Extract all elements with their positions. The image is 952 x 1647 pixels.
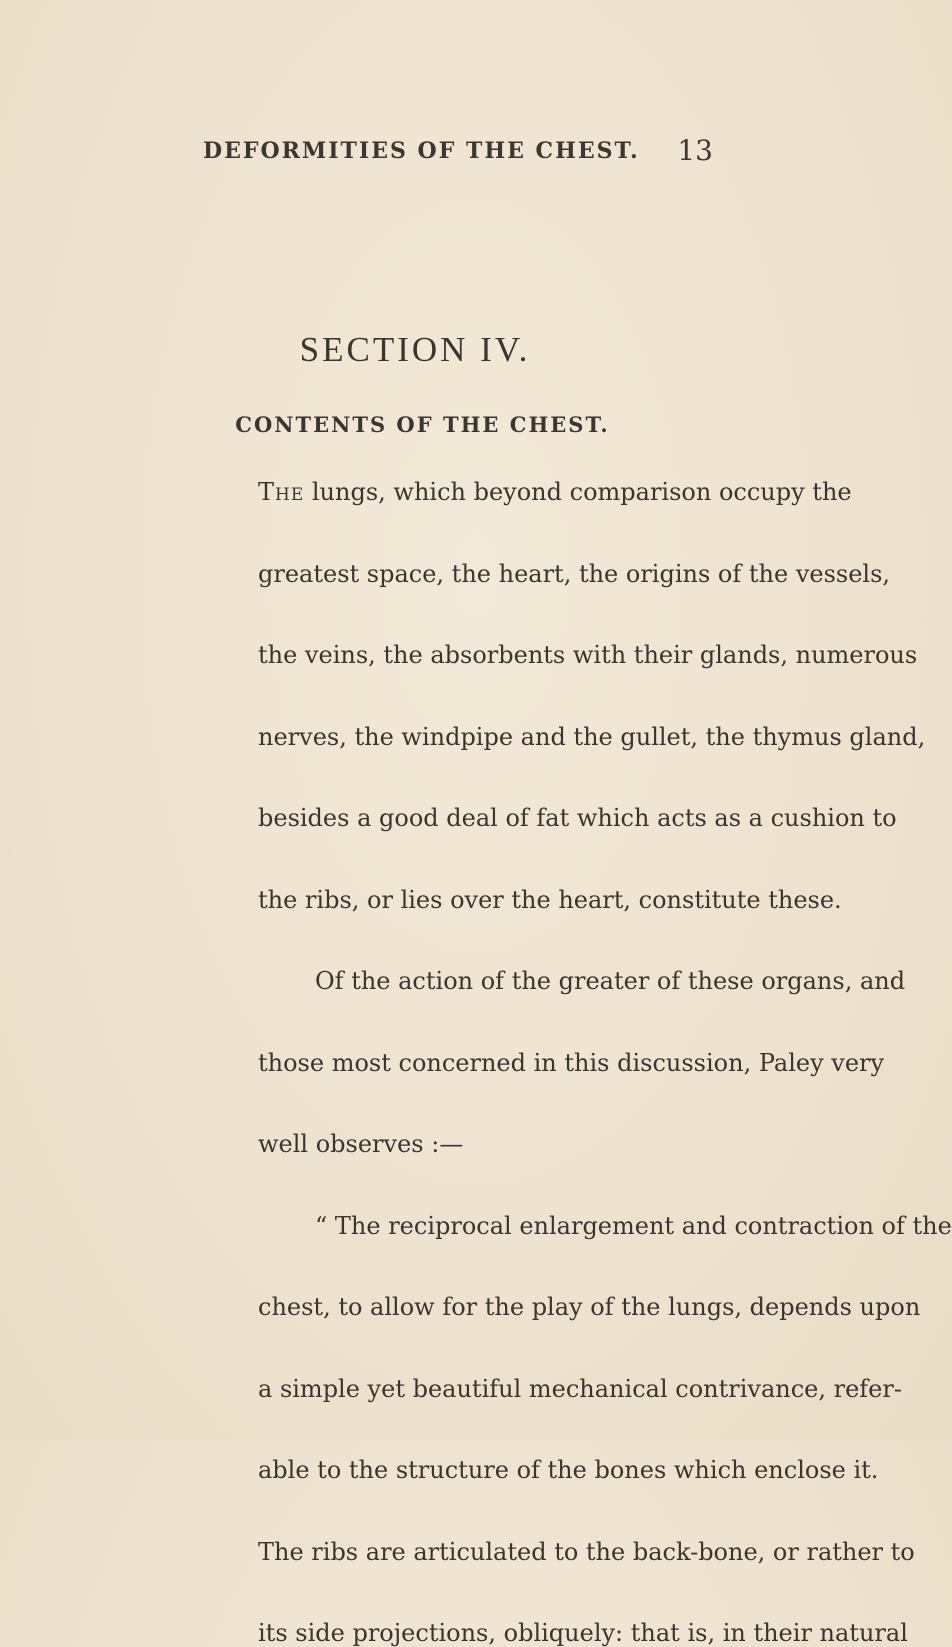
page-number: 13 [677,134,713,167]
text-line: those most concerned in this discussion, Paley very [258,1049,885,1077]
section-subtitle: CONTENTS OF THE CHEST. [235,412,610,437]
text-line: well observes :— [258,1130,464,1158]
section-title: SECTION IV. [299,330,531,369]
text-line: the veins, the absorbents with their glands, numerous [258,641,918,669]
running-title: DEFORMITIES OF THE CHEST. [203,138,640,164]
lead-word: The [258,478,305,506]
text-line: the ribs, or lies over the heart, constitute these. [258,886,842,914]
text-line: a simple yet beautiful mechanical contrivance, refer- [258,1375,902,1403]
text-line: greatest space, the heart, the origins of the vessels, [258,560,891,588]
running-head [203,134,713,172]
text-line: able to the structure of the bones which enclose it. [258,1456,879,1484]
text-line: “ The reciprocal enlargement and contraction of the [315,1212,952,1240]
line-text: lungs, which beyond comparison occupy the [304,478,852,506]
text-line: The ribs are articulated to the back-bone, or rather to [258,1538,915,1566]
text-line: nerves, the windpipe and the gullet, the thymus gland, [258,723,926,751]
text-line: besides a good deal of fat which acts as a cushion to [258,804,897,832]
text-line [258,478,852,506]
text-line: chest, to allow for the play of the lungs, depends upon [258,1293,921,1321]
text-line: its side projections, obliquely: that is, in their natural [258,1619,908,1647]
text-line: Of the action of the greater of these organs, and [315,967,906,995]
